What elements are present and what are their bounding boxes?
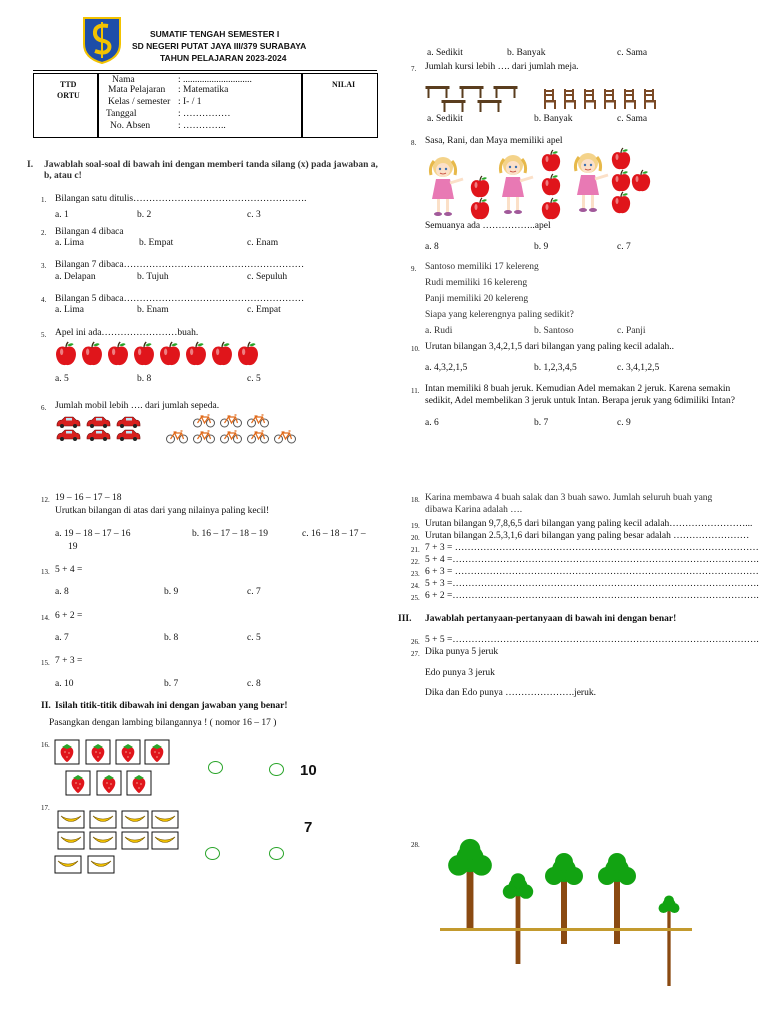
q12-option-b[interactable]: b. 16 – 17 – 18 – 19 [192, 529, 268, 539]
bicycle-icon [192, 414, 216, 428]
banana-icon [122, 832, 148, 849]
table-icon [477, 100, 502, 112]
q18-line-1: Karina membawa 4 buah salak dan 3 buah sawo. Jumlah seluruh buah yang [425, 493, 713, 503]
q12-number: 12. [41, 496, 50, 504]
q6-bicycles [165, 414, 300, 446]
q16-strawberries [55, 740, 175, 798]
field-nama-value[interactable]: : ............................. [178, 75, 252, 85]
q8-option-c[interactable]: c. 7 [617, 242, 631, 252]
apple-icon [611, 148, 631, 170]
q12-line-1: 19 – 16 – 17 – 18 [55, 493, 122, 503]
q15-text: 7 + 3 = [55, 656, 83, 666]
banana-icon [58, 811, 84, 828]
q14-option-c[interactable]: c. 5 [247, 633, 261, 643]
q16-number: 16. [41, 741, 50, 749]
table-icon [441, 100, 466, 112]
q3-option-b[interactable]: b. Tujuh [137, 272, 169, 282]
q18-number: 18. [411, 496, 420, 504]
q26-text: 5 + 5 =……………………………………………………………………………………. [425, 635, 759, 645]
q5-text: Apel ini ada……………………buah. [55, 328, 199, 338]
q13-option-a[interactable]: a. 8 [55, 587, 69, 597]
q2-option-b[interactable]: b. Empat [139, 238, 174, 248]
q7-chairs [543, 88, 663, 112]
q11-option-a[interactable]: a. 6 [425, 418, 439, 428]
chair-icon [623, 88, 637, 110]
q10-option-a[interactable]: a. 4,3,2,1,5 [425, 363, 468, 373]
q6-number: 6. [41, 404, 47, 412]
tree-icon [496, 874, 540, 930]
q10-option-b[interactable]: b. 1,2,3,4,5 [534, 363, 577, 373]
apple-icon [133, 342, 155, 366]
q15-option-c[interactable]: c. 8 [247, 679, 261, 689]
q8-option-b[interactable]: b. 9 [534, 242, 549, 252]
q13-option-c[interactable]: c. 7 [247, 587, 261, 597]
chair-icon [583, 88, 597, 110]
banana-icon [58, 832, 84, 849]
q8-text: Sasa, Rani, dan Maya memiliki apel [425, 136, 563, 146]
car-icon [56, 428, 81, 441]
bicycle-icon [165, 430, 189, 444]
girl-icon [425, 150, 465, 220]
q2-number: 2. [41, 229, 47, 237]
q23-number: 23. [411, 570, 420, 578]
table-icon [459, 86, 484, 98]
bicycle-icon [219, 430, 243, 444]
q1-text: Bilangan satu ditulis………………………………………………. [55, 194, 307, 204]
apple-icon [541, 174, 561, 196]
q9-line-4: Siapa yang kelerengnya paling sedikit? [425, 310, 574, 320]
chair-icon [563, 88, 577, 110]
q27-line-1: Dika punya 5 jeruk [425, 647, 499, 657]
q9-line-1: Santoso memiliki 17 kelereng [425, 262, 539, 272]
q11-option-c[interactable]: c. 9 [617, 418, 631, 428]
q14-text: 6 + 2 = [55, 611, 83, 621]
strawberry-icon [97, 771, 121, 795]
q20-number: 20. [411, 534, 420, 542]
q3-option-a[interactable]: a. Delapan [55, 272, 96, 282]
q7-tables [425, 86, 520, 114]
q21-number: 21. [411, 546, 420, 554]
car-icon [86, 428, 111, 441]
apple-icon [631, 170, 651, 192]
section-2-number: II. [41, 701, 51, 711]
q22-number: 22. [411, 558, 420, 566]
apple-icon [611, 192, 631, 214]
q2-option-a[interactable]: a. Lima [55, 238, 85, 248]
q9-number: 9. [411, 265, 417, 273]
q7-option-b[interactable]: b. Banyak [534, 114, 573, 124]
chair-icon [603, 88, 617, 110]
q1-option-b[interactable]: b. 2 [137, 210, 152, 220]
apple-icon [611, 170, 631, 192]
q9-line-3: Panji memiliki 20 kelereng [425, 294, 529, 304]
tree-icon [542, 854, 586, 930]
field-absen-label: No. Absen [110, 121, 151, 131]
apple-icon [211, 342, 233, 366]
q7-number: 7. [411, 65, 417, 73]
apple-icon [55, 342, 77, 366]
q5-option-c[interactable]: c. 5 [247, 374, 261, 384]
q28-trees [440, 840, 695, 934]
q11-option-b[interactable]: b. 7 [534, 418, 549, 428]
field-tanggal-value[interactable]: : …………… [178, 109, 231, 119]
chair-icon [643, 88, 657, 110]
car-icon [56, 415, 81, 428]
bicycle-icon [246, 414, 270, 428]
q12-option-c[interactable]: c. 16 – 18 – 17 – [302, 529, 366, 539]
q19-text: Urutan bilangan 9,7,8,6,5 dari bilangan yang paling kecil adalah……………………... [425, 519, 753, 529]
q15-option-b[interactable]: b. 7 [164, 679, 179, 689]
q19-number: 19. [411, 522, 420, 530]
apple-icon [541, 150, 561, 172]
header-title-1: SUMATIF TENGAH SEMESTER I [150, 29, 280, 39]
field-kelas-label: Kelas / semester [108, 97, 171, 107]
q11-line-1: Intan memiliki 8 buah jeruk. Kemudian Adel memakan 2 jeruk. Karena semakin [425, 384, 731, 394]
strawberry-icon [86, 740, 110, 764]
q27-number: 27. [411, 650, 420, 658]
q3-option-c[interactable]: c. Sepuluh [247, 272, 288, 282]
q24-number: 24. [411, 582, 420, 590]
bicycle-icon [246, 430, 270, 444]
q4-option-b[interactable]: b. Enam [137, 305, 169, 315]
banana-icon [122, 811, 148, 828]
section-1-number: I. [27, 160, 34, 170]
q17-connect-dot-right[interactable] [269, 847, 284, 860]
q9-option-b[interactable]: b. Santoso [534, 326, 574, 336]
tree-icon [647, 896, 691, 930]
table-icon [493, 86, 518, 98]
girl-icon [495, 148, 535, 218]
section-2-title: Isilah titik-titik dibawah ini dengan jawaban yang benar! [55, 701, 288, 711]
apple-icon [81, 342, 103, 366]
q1-option-c[interactable]: c. 3 [247, 210, 261, 220]
strawberry-icon [116, 740, 140, 764]
q4-option-a[interactable]: a. Lima [55, 305, 85, 315]
q12-option-a-wrap: 19 [68, 542, 78, 552]
q9-option-c[interactable]: c. Panji [617, 326, 646, 336]
q17-number: 17. [41, 804, 50, 812]
q9-option-a[interactable]: a. Rudi [425, 326, 453, 336]
girl-icon [570, 146, 610, 216]
apple-icon [237, 342, 259, 366]
q16-target-number: 10 [300, 762, 317, 779]
q14-number: 14. [41, 614, 50, 622]
bicycle-icon [273, 430, 297, 444]
q13-option-b[interactable]: b. 9 [164, 587, 179, 597]
q8-option-a[interactable]: a. 8 [425, 242, 439, 252]
bicycle-icon [219, 414, 243, 428]
q25-number: 25. [411, 594, 420, 602]
apple-icon [470, 176, 490, 198]
q7-text: Jumlah kursi lebih …. dari jumlah meja. [425, 62, 579, 72]
q3-text: Bilangan 7 dibaca………………………………………………… [55, 260, 305, 270]
q4-option-c[interactable]: c. Empat [247, 305, 281, 315]
header-title-2: SD NEGERI PUTAT JAYA III/379 SURABAYA [132, 41, 307, 51]
apple-icon [470, 198, 490, 220]
q8-number: 8. [411, 139, 417, 147]
ttd-label: TTD [60, 80, 77, 89]
q4-text: Bilangan 5 dibaca………………………………………………… [55, 294, 305, 304]
q20-text: Urutan bilangan 2.5,3,1,6 dari bilangan yang paling besar adalah …………………… [425, 531, 750, 541]
banana-icon [152, 811, 178, 828]
q10-text: Urutan bilangan 3,4,2,1,5 dari bilangan yang paling kecil adalah.. [425, 342, 675, 352]
q16-connect-dot-right[interactable] [269, 763, 284, 776]
ground-line [440, 928, 692, 931]
q12-line-2: Urutkan bilangan di atas dari yang nilainya paling kecil! [55, 506, 270, 516]
q10-option-c[interactable]: c. 3,4,1,2,5 [617, 363, 660, 373]
q4-number: 4. [41, 296, 47, 304]
q24-text: 5 + 3 =……………………………………………………………………………………. [425, 579, 759, 589]
apple-icon [159, 342, 181, 366]
q16-connect-dot-left[interactable] [208, 761, 223, 774]
q5-apples [55, 342, 265, 368]
q27-line-2: Edo punya 3 jeruk [425, 668, 495, 678]
tree-icon [448, 840, 492, 930]
q6-option-c[interactable]: c. Sama [617, 48, 648, 58]
strawberry-icon [66, 771, 90, 795]
q5-number: 5. [41, 331, 47, 339]
q15-number: 15. [41, 659, 50, 667]
q1-number: 1. [41, 196, 47, 204]
q25-text: 6 + 2 =……………………………………………………………………………………. [425, 591, 759, 601]
q5-option-b[interactable]: b. 8 [137, 374, 152, 384]
q17-target-number: 7 [304, 819, 313, 836]
strawberry-icon [55, 740, 79, 764]
q18-line-2: dibawa Karina adalah …. [425, 505, 523, 515]
q6-option-b[interactable]: b. Banyak [507, 48, 546, 58]
car-icon [116, 428, 141, 441]
bicycle-icon [192, 430, 216, 444]
q11-line-2: sedikit, Adel membelikan 3 jeruk untuk Intan. Berapa jeruk yang 6dimiliki Intan? [425, 396, 735, 406]
section-3-title: Jawablah pertanyaan-pertanyaan di bawah ini dengan benar! [425, 614, 677, 624]
header-top-rule [33, 70, 377, 71]
q5-option-a[interactable]: a. 5 [55, 374, 69, 384]
q8-girls-with-apples [425, 146, 655, 222]
q8-text-2: Semuanya ada ……………..apel [425, 221, 551, 231]
q6-text: Jumlah mobil lebih …. dari jumlah sepeda. [55, 401, 220, 411]
q13-number: 13. [41, 568, 50, 576]
field-tanggal-label: Tanggal [106, 109, 137, 119]
field-kelas-value: : I- / 1 [178, 97, 202, 107]
q6-cars [56, 415, 146, 443]
section-1-instruction-line2: b, atau c! [44, 171, 82, 181]
q26-number: 26. [411, 638, 420, 646]
apple-icon [107, 342, 129, 366]
field-absen-value[interactable]: : ………….. [178, 121, 226, 131]
q22-text: 5 + 4 =……………………………………………………………………………………. [425, 555, 759, 565]
banana-icon [88, 856, 114, 873]
chair-icon [543, 88, 557, 110]
header-title-3: TAHUN PELAJARAN 2023-2024 [160, 53, 287, 63]
q21-text: 7 + 3 = …………………………………………………………………………………… [425, 543, 759, 553]
nilai-label: NILAI [332, 80, 356, 89]
q6-option-a[interactable]: a. Sedikit [427, 48, 463, 58]
q11-number: 11. [411, 387, 420, 395]
q23-text: 6 + 3 = …………………………………………………………………………………… [425, 567, 759, 577]
q17-bananas [55, 810, 185, 876]
tree-icon [595, 854, 639, 930]
car-icon [86, 415, 111, 428]
q10-number: 10. [411, 345, 420, 353]
section-3-number: III. [398, 614, 412, 624]
q7-option-a[interactable]: a. Sedikit [427, 114, 463, 124]
school-emblem-icon [82, 16, 122, 64]
field-mapel-value: : Matematika [178, 85, 229, 95]
q17-connect-dot-left[interactable] [205, 847, 220, 860]
ortu-label: ORTU [57, 91, 80, 100]
banana-icon [90, 811, 116, 828]
q14-option-b[interactable]: b. 8 [164, 633, 179, 643]
banana-icon [55, 856, 81, 873]
table-icon [425, 86, 450, 98]
apple-icon [541, 198, 561, 220]
q27-line-3: Dika dan Edo punya ………………….jeruk. [425, 688, 596, 698]
q2-text: Bilangan 4 dibaca [55, 227, 124, 237]
field-mapel-label: Mata Pelajaran [108, 85, 166, 95]
banana-icon [152, 832, 178, 849]
q12-option-a[interactable]: a. 19 – 18 – 17 – 16 [55, 529, 131, 539]
q7-option-c[interactable]: c. Sama [617, 114, 648, 124]
q1-option-a[interactable]: a. 1 [55, 210, 69, 220]
car-icon [116, 415, 141, 428]
section-2-subtitle: Pasangkan dengan lambing bilangannya ! ( nomor 16 – 17 ) [49, 718, 277, 728]
banana-icon [90, 832, 116, 849]
section-1-instruction-line1: Jawablah soal-soal di bawah ini dengan memberi tanda silang (x) pada jawaban a, [44, 160, 378, 170]
strawberry-icon [145, 740, 169, 764]
q9-line-2: Rudi memiliki 16 kelereng [425, 278, 528, 288]
q14-option-a[interactable]: a. 7 [55, 633, 69, 643]
q13-text: 5 + 4 = [55, 565, 83, 575]
strawberry-icon [127, 771, 151, 795]
q3-number: 3. [41, 262, 47, 270]
apple-icon [185, 342, 207, 366]
q15-option-a[interactable]: a. 10 [55, 679, 74, 689]
q28-number: 28. [411, 841, 420, 849]
q2-option-c[interactable]: c. Enam [247, 238, 279, 248]
field-nama-label: Nama [112, 75, 135, 85]
